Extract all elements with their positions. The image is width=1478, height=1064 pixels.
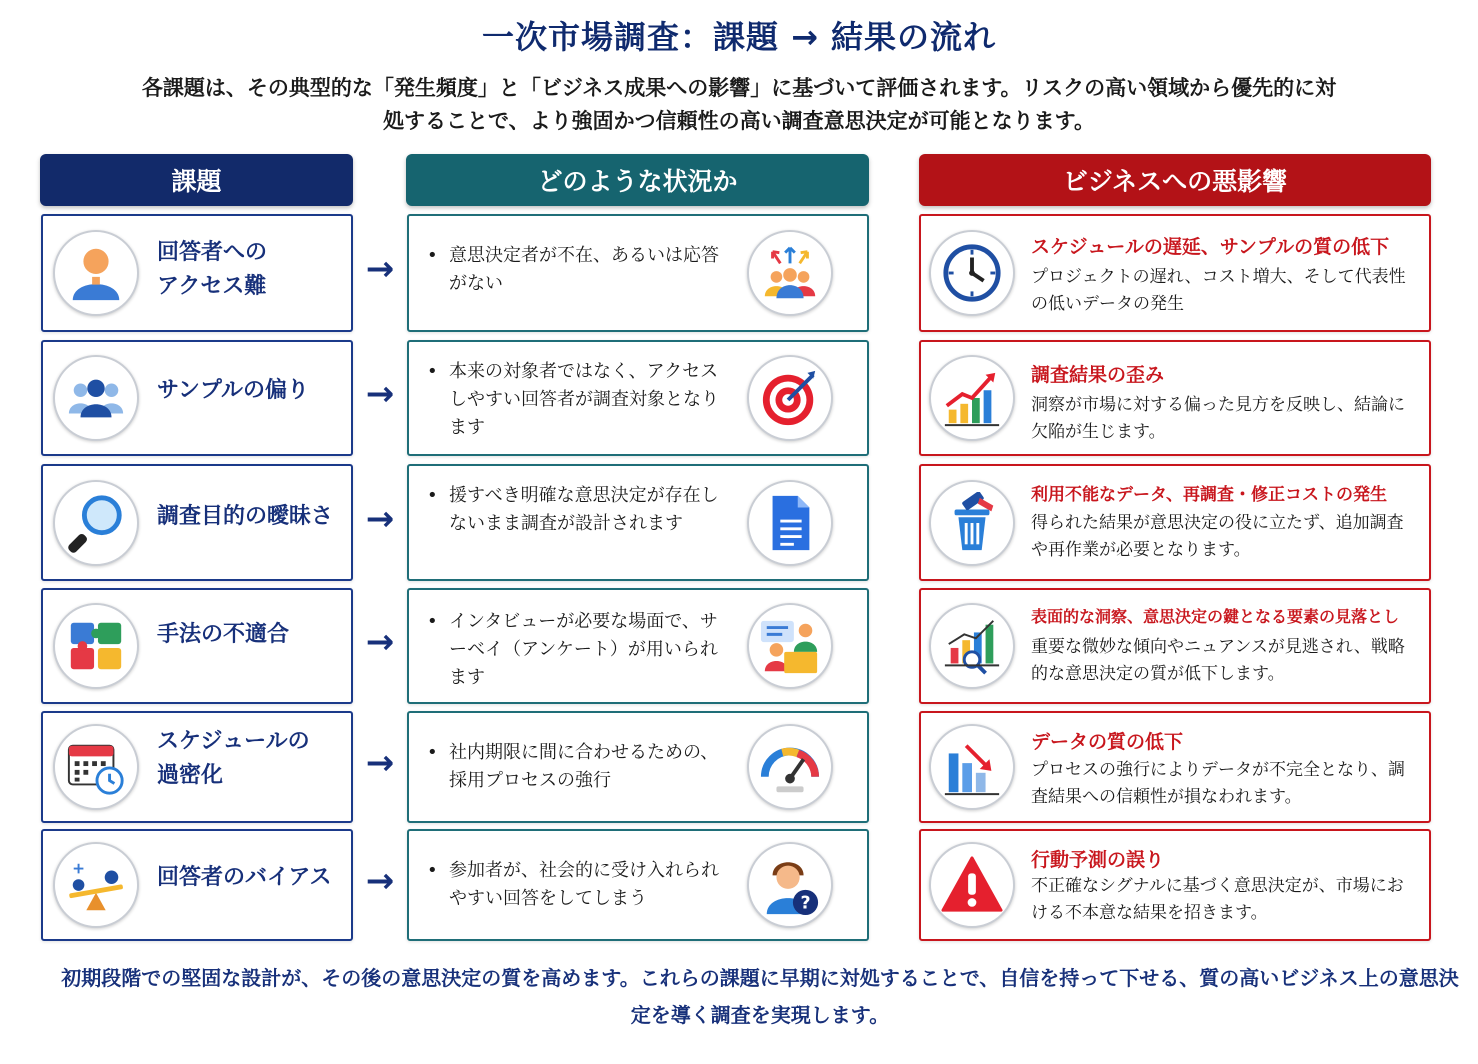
- chart-magnifier-icon: [929, 603, 1015, 689]
- column-header-challenge: 課題: [40, 154, 353, 206]
- challenge-card: [41, 340, 353, 456]
- speedometer-icon: [747, 724, 833, 810]
- flow-row: [0, 588, 1478, 704]
- situation-text: [427, 857, 727, 913]
- situation-card: [407, 588, 869, 704]
- impact-text: 洞察が市場に対する偏った見方を反映し、結論に欠陥が生じます。: [1031, 395, 1405, 442]
- impact-text: 不正確なシグナルに基づく意思決定が、市場における不本意な結果を招きます。: [1031, 876, 1404, 923]
- situation-text-content: 本来の対象者ではなく、アクセスしやすい回答者が調査対象となります: [449, 361, 719, 438]
- flow-arrow: →: [365, 374, 395, 414]
- page-subtitle: 各課題は、その典型的な「発生頻度」と「ビジネス成果への影響」に基づいて評価されます。リスクの高い領域から優先的に対処することで、より強固かつ信頼性の高い調査意思決定が可能となります。: [141, 76, 1337, 133]
- challenge-label: アクセス難: [157, 274, 267, 299]
- document-icon: [747, 480, 833, 566]
- bullet-marker: •: [427, 611, 438, 632]
- column-header-situation: どのような状況か: [406, 154, 869, 206]
- group-icon: [53, 355, 139, 441]
- flow-arrow: →: [365, 622, 395, 662]
- impact-card: [919, 464, 1431, 581]
- flow-row: [0, 829, 1478, 941]
- flow-arrow: →: [365, 249, 395, 289]
- clock-icon: [929, 230, 1015, 316]
- challenge-card: [41, 214, 353, 332]
- situation-text: [427, 242, 727, 298]
- challenge-card: [41, 464, 353, 581]
- puzzle-icon: [53, 603, 139, 689]
- bullet-marker: •: [427, 245, 438, 266]
- bullet-marker: •: [427, 361, 438, 382]
- impact-text: プロセスの強行によりデータが不完全となり、調査結果への信頼性が損なわれます。: [1031, 760, 1405, 807]
- challenge-card: [41, 711, 353, 823]
- person-icon: [53, 230, 139, 316]
- impact-card: [919, 588, 1431, 704]
- flow-row: [0, 711, 1478, 823]
- calendar-icon: [53, 724, 139, 810]
- situation-text: [427, 608, 727, 692]
- challenge-label: 手法の不適合: [157, 622, 290, 647]
- question-person-icon: [747, 842, 833, 928]
- magnifier-icon: [53, 480, 139, 566]
- flow-row: [0, 340, 1478, 456]
- impact-title: 利用不能なデータ、再調査・修正コストの発生: [1031, 485, 1387, 505]
- footer-note: 初期段階での堅固な設計が、その後の意思決定の質を高めます。これらの課題に早期に対処することで、自信を持って下せる、質の高いビジネス上の意思決定を導く調査を実現します。: [61, 966, 1459, 1027]
- seesaw-icon: [53, 842, 139, 928]
- impact-card: [919, 340, 1431, 456]
- situation-text: [427, 482, 727, 538]
- flow-arrow: →: [365, 861, 395, 901]
- decision-makers-icon: [747, 230, 833, 316]
- challenge-label: 過密化: [157, 763, 224, 788]
- challenge-label: スケジュールの: [157, 729, 310, 754]
- page-title: 一次市場調査：課題 → 結果の流れ: [481, 18, 997, 56]
- impact-card: [919, 829, 1431, 941]
- target-icon: [747, 355, 833, 441]
- rising-chart-icon: [929, 355, 1015, 441]
- bullet-marker: •: [427, 742, 438, 763]
- impact-card: [919, 711, 1431, 823]
- interview-icon: [747, 603, 833, 689]
- situation-text: [427, 739, 727, 795]
- impact-text: プロジェクトの遅れ、コスト増大、そして代表性の低いデータの発生: [1031, 267, 1406, 314]
- trash-icon: [929, 480, 1015, 566]
- warning-icon: [929, 842, 1015, 928]
- situation-text-content: 援すべき明確な意思決定が存在しないまま調査が設計されます: [449, 485, 719, 534]
- column-header-impact: ビジネスへの悪影響: [919, 154, 1431, 206]
- flow-arrow: →: [365, 499, 395, 539]
- impact-title: スケジュールの遅延、サンプルの質の低下: [1031, 236, 1390, 258]
- situation-card: [407, 829, 869, 941]
- impact-text: 得られた結果が意思決定の役に立たず、追加調査や再作業が必要となります。: [1031, 513, 1404, 560]
- challenge-label: 調査目的の曖昧さ: [157, 504, 334, 529]
- challenge-label: 回答者のバイアス: [157, 865, 332, 890]
- situation-text: [427, 358, 727, 442]
- flow-row: [0, 214, 1478, 332]
- impact-title: 行動予測の誤り: [1031, 849, 1165, 871]
- situation-text-content: 社内期限に間に合わせるための、採用プロセスの強行: [449, 742, 719, 791]
- impact-card: [919, 214, 1431, 332]
- situation-text-content: 参加者が、社会的に受け入れられやすい回答をしてしまう: [449, 860, 719, 909]
- situation-text-content: インタビューが必要な場面で、サーベイ（アンケート）が用いられます: [449, 611, 718, 688]
- falling-chart-icon: [929, 724, 1015, 810]
- impact-title: 表面的な洞察、意思決定の鍵となる要素の見落とし: [1031, 607, 1400, 626]
- flow-arrow: →: [365, 743, 395, 783]
- challenge-label: 回答者への: [157, 240, 268, 265]
- situation-card: [407, 214, 869, 332]
- situation-text-content: 意思決定者が不在、あるいは応答がない: [449, 245, 719, 294]
- challenge-label: サンプルの偏り: [157, 378, 310, 403]
- situation-card: [407, 340, 869, 456]
- situation-card: [407, 711, 869, 823]
- bullet-marker: •: [427, 860, 438, 881]
- impact-title: 調査結果の歪み: [1031, 364, 1165, 386]
- flow-row: [0, 464, 1478, 581]
- bullet-marker: •: [427, 485, 438, 506]
- svg-text:?: ?: [800, 893, 811, 914]
- challenge-card: [41, 829, 353, 941]
- impact-text: 重要な微妙な傾向やニュアンスが見逃され、戦略的な意思決定の質が低下します。: [1031, 637, 1405, 684]
- situation-card: [407, 464, 869, 581]
- impact-title: データの質の低下: [1031, 731, 1184, 753]
- challenge-card: [41, 588, 353, 704]
